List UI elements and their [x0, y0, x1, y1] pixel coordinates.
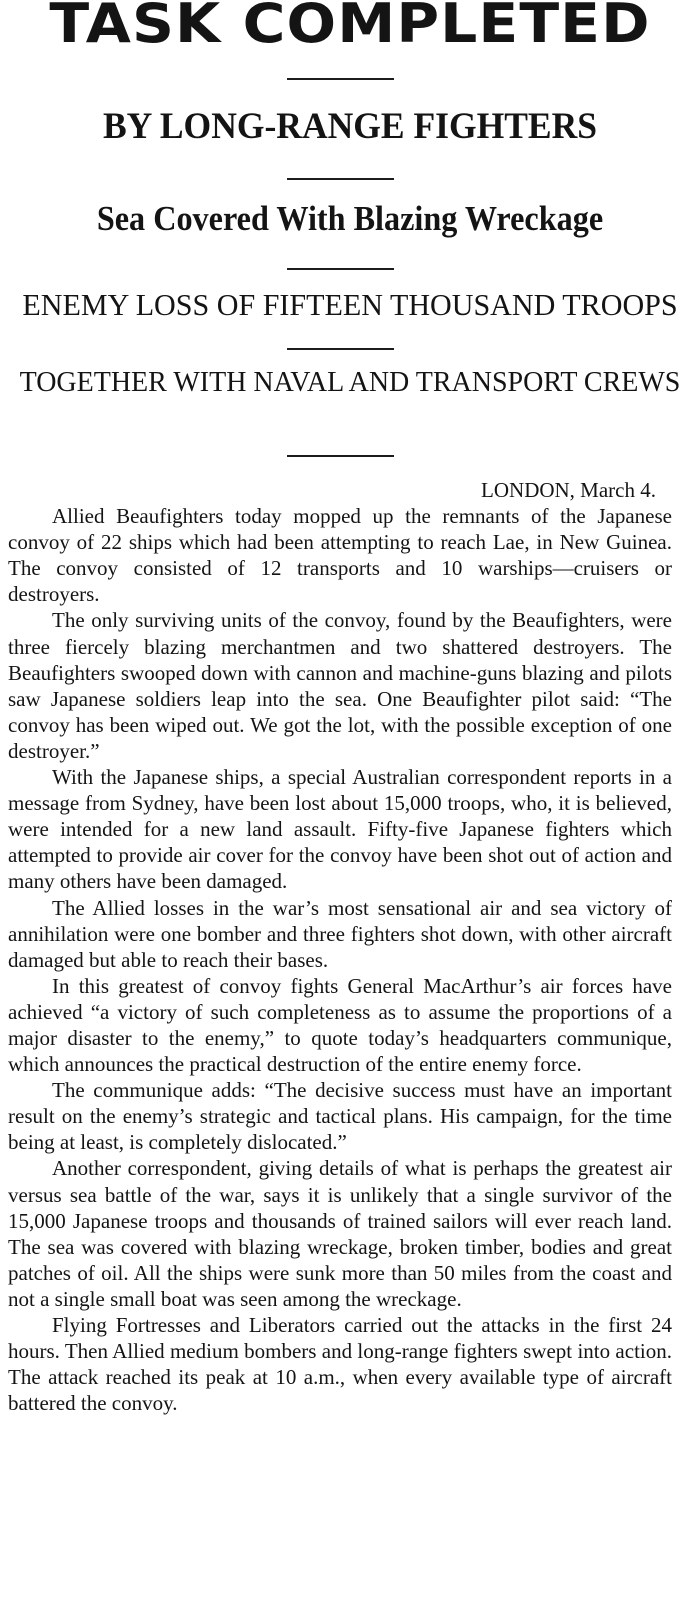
- divider-rule: [287, 178, 394, 180]
- article-paragraph: Flying Fortresses and Liberators carried out the attacks in the first 24 hours. Then Allied medium bombers and long-range fighters swept into action. The attack reached its peak at 10 a.m., when every available type of aircraft battered the convoy.: [8, 1313, 672, 1416]
- divider-rule: [287, 348, 394, 350]
- dateline: LONDON, March 4.: [481, 478, 656, 502]
- article-paragraph: The communique adds: “The decisive success must have an important result on the enemy’s strategic and tactical plans. His campaign, for the time being at least, is completely dislocated.”: [8, 1078, 672, 1155]
- divider-rule: [287, 78, 394, 80]
- article-paragraph: The Allied losses in the war’s most sensational air and sea victory of annihilation were one bomber and three fighters shot down, with other aircraft damaged but able to reach their bases.: [8, 895, 672, 972]
- article-paragraph: In this greatest of convoy fights General MacArthur’s air forces have achieved “a victory of such completeness as to assume the proportions of a major disaster to the enemy,” to quote today’s headquarters communique, which announces the practical destruction of the entire enemy force.: [8, 973, 672, 1077]
- subheadline-crews: TOGETHER WITH NAVAL AND TRANSPORT CREWS: [19, 367, 681, 398]
- article-paragraph: With the Japanese ships, a special Australian correspondent reports in a message from Sydney, have been lost about 15,000 troops, who, it is believed, were intended for a new land assault. Fifty-five Japanese fighters which attempted to provide air cover for the convoy have been shot out of action and many others have been damaged.: [8, 765, 672, 894]
- article-paragraph: Another correspondent, giving details of what is perhaps the greatest air versus sea battle of the war, says it is unlikely that a single survivor of the 15,000 Japanese troops and thousands of trained sailors will ever reach land. The sea was covered with blazing wreckage, broken timber, bodies and great patches of oil. All the ships were sunk more than 50 miles from the coast and not a single small boat was seen among the wreckage.: [8, 1156, 672, 1311]
- subheadline-wreckage: Sea Covered With Blazing Wreckage: [96, 199, 604, 238]
- article-paragraph: The only surviving units of the convoy, found by the Beaufighters, were three fiercely blazing merchantmen and two shattered destroyers. The Beaufighters swooped down with cannon and machine-guns blazing and pilots saw Japanese soldiers leap into the sea. One Beaufighter pilot said: “The convoy has been wiped out. We got the lot, with the possible exception of one destroyer.”: [8, 608, 672, 763]
- divider-rule: [287, 268, 394, 270]
- subheadline-enemy-loss: ENEMY LOSS OF FIFTEEN THOUSAND TROOPS: [22, 287, 678, 322]
- article-paragraph: Allied Beaufighters today mopped up the remnants of the Japanese convoy of 22 ships which had been attempting to reach Lae, in New Guinea. The convoy consisted of 12 transports and 10 warships—cruisers or destroyers.: [8, 504, 672, 607]
- divider-rule: [287, 455, 394, 457]
- article-body: [8, 477, 672, 1416]
- subheadline-fighters: BY LONG-RANGE FIGHTERS: [102, 106, 598, 147]
- main-headline: TASK COMPLETED: [49, 0, 651, 55]
